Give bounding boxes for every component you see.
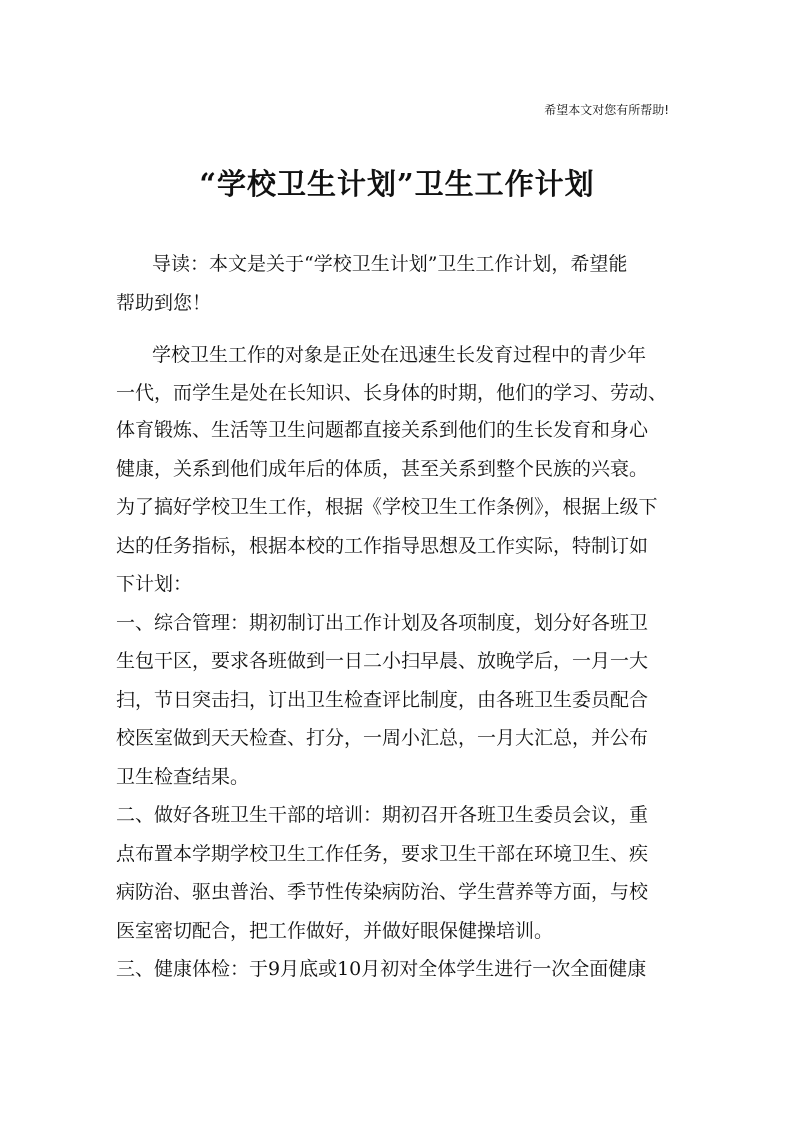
section-3-line-1: 三、健康体检：于9月底或10月初对全体学生进行一次全面健康 [116,958,647,980]
body-line-7: 下计划： [116,573,193,595]
body-line-2: 一代，而学生是处在长知识、长身体的时期，他们的学习、劳动、 [116,382,668,404]
header-note: 希望本文对您有所帮助! [544,103,669,117]
document-title: “学校卫生计划”卫生工作计划 [199,167,595,201]
section-1-line-2: 生包干区，要求各班做到一日二小扫早晨、放晚学后，一月一大 [116,650,649,672]
body-line-intro-1: 导读：本文是关于“学校卫生计划”卫生工作计划，希望能 [152,253,628,275]
body-line-6: 达的任务指标，根据本校的工作指导思想及工作实际，特制订如 [116,535,649,557]
body-line-5: 为了搞好学校卫生工作，根据《学校卫生工作条例》，根据上级下 [116,496,658,518]
body-line-4: 健康，关系到他们成年后的体质，甚至关系到整个民族的兴衰。 [116,458,649,480]
body-line-3: 体育锻炼、生活等卫生问题都直接关系到他们的生长发育和身心 [116,419,649,441]
section-2-line-4: 医室密切配合，把工作做好，并做好眼保健操培训。 [116,920,554,942]
section-2-line-2: 点布置本学期学校卫生工作任务，要求卫生干部在环境卫生、疾 [116,843,649,865]
section-1-line-5: 卫生检查结果。 [116,766,250,788]
section-1-line-1: 一、综合管理：期初制订出工作计划及各项制度，划分好各班卫 [116,612,649,634]
section-2-line-3: 病防治、驱虫普治、季节性传染病防治、学生营养等方面，与校 [116,881,649,903]
body-line-intro-2: 帮助到您！ [116,292,212,314]
body-line-1: 学校卫生工作的对象是正处在迅速生长发育过程中的青少年 [152,344,647,366]
section-1-line-4: 校医室做到天天检查、打分，一周小汇总，一月大汇总，并公布 [116,727,649,749]
section-2-line-1: 二、做好各班卫生干部的培训：期初召开各班卫生委员会议，重 [116,804,649,826]
section-1-line-3: 扫，节日突击扫，订出卫生检查评比制度，由各班卫生委员配合 [116,689,649,711]
